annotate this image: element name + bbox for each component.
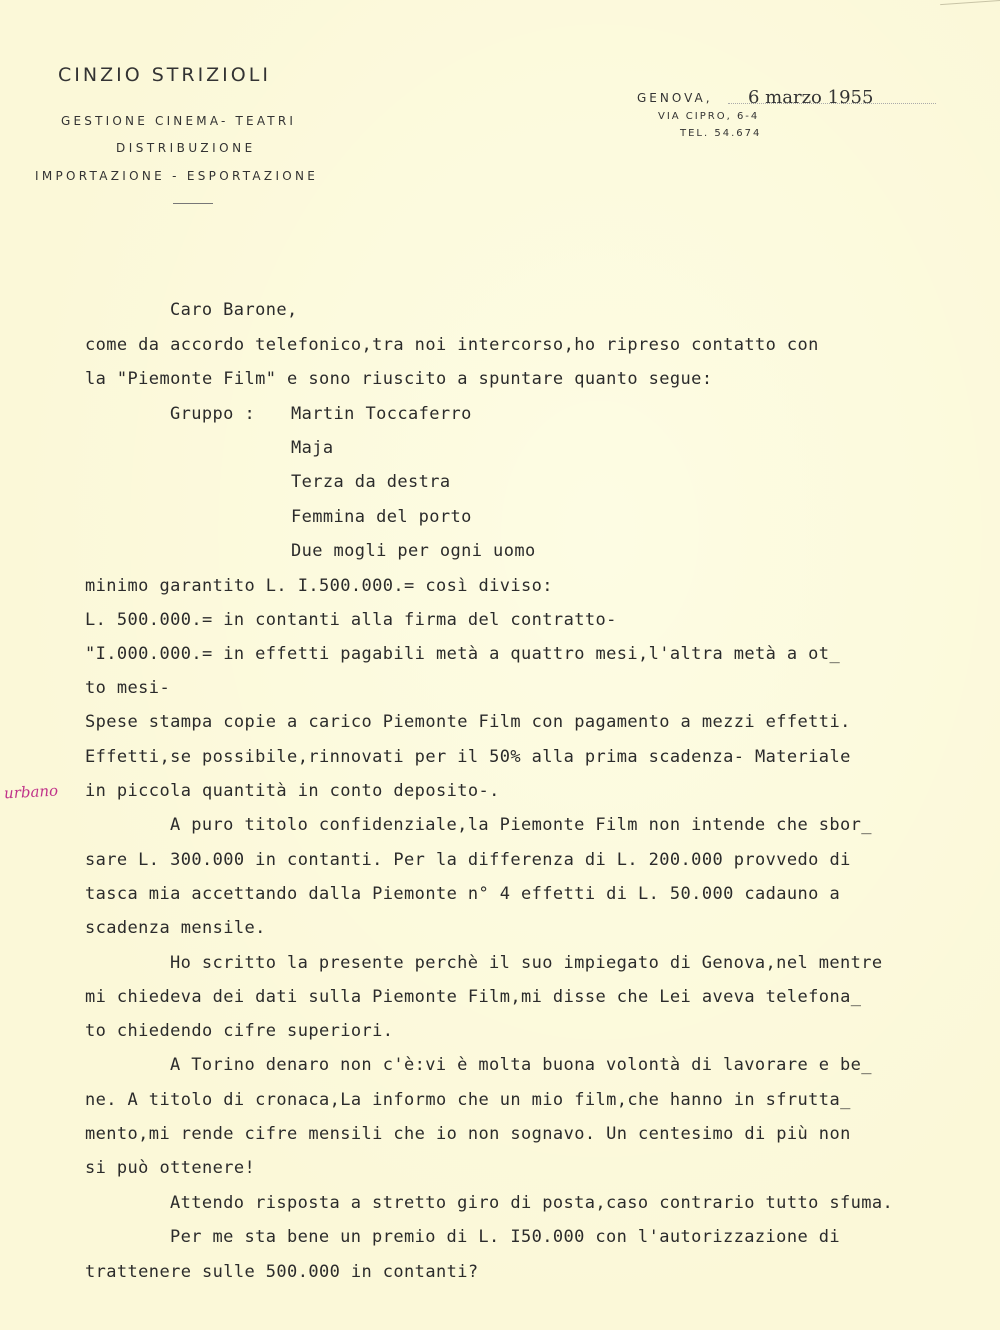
body-line: mento,mi rende cifre mensili che io non sognavo. Un centesimo di più non — [85, 1124, 851, 1144]
salutation: Caro Barone, — [170, 300, 298, 320]
city: GENOVA, — [637, 91, 713, 105]
letterhead-activity-3: IMPORTAZIONE - ESPORTAZIONE — [35, 169, 319, 183]
letterhead-activity-2: DISTRIBUZIONE — [116, 141, 256, 155]
body-line: L. 500.000.= in contanti alla firma del contratto- — [85, 610, 617, 630]
body-line: minimo garantito L. I.500.000.= così diviso: — [85, 576, 553, 596]
film-title: Martin Toccaferro — [291, 404, 472, 424]
body-line: Ho scritto la presente perchè il suo impiegato di Genova,nel mentre — [170, 953, 883, 973]
body-line: to mesi- — [85, 678, 171, 698]
handwritten-annotation: urbano — [3, 781, 59, 803]
body-line: Attendo risposta a stretto giro di posta,caso contrario tutto sfuma. — [170, 1193, 894, 1213]
body-line: scadenza mensile. — [85, 918, 266, 938]
film-title: Due mogli per ogni uomo — [291, 541, 536, 561]
body-line: A Torino denaro non c'è:vi è molta buona volontà di lavorare e be_ — [170, 1055, 872, 1075]
page-corner-fold — [940, 0, 1000, 11]
body-line: in piccola quantità in conto deposito-. — [85, 781, 500, 801]
address: VIA CIPRO, 6-4 — [658, 111, 760, 122]
company-name: CINZIO STRIZIOLI — [58, 64, 271, 86]
body-line: Spese stampa copie a carico Piemonte Film con pagamento a mezzi effetti. — [85, 712, 851, 732]
body-line: to chiedendo cifre superiori. — [85, 1021, 394, 1041]
body-line: mi chiedeva dei dati sulla Piemonte Film,mi disse che Lei aveva telefona_ — [85, 987, 862, 1007]
body-line: si può ottenere! — [85, 1158, 256, 1178]
body-line: tasca mia accettando dalla Piemonte n° 4 effetti di L. 50.000 cadauno a — [85, 884, 841, 904]
letterhead-divider — [173, 203, 213, 204]
body-line: ne. A titolo di cronaca,La informo che un mio film,che hanno in sfrutta_ — [85, 1090, 851, 1110]
body-line: Per me sta bene un premio di L. I50.000 con l'autorizzazione di — [170, 1227, 840, 1247]
body-line: A puro titolo confidenziale,la Piemonte Film non intende che sbor_ — [170, 815, 872, 835]
film-title: Femmina del porto — [291, 507, 472, 527]
body-line: la "Piemonte Film" e sono riuscito a spuntare quanto segue: — [85, 369, 713, 389]
body-line: Effetti,se possibile,rinnovati per il 50% alla prima scadenza- Materiale — [85, 747, 851, 767]
body-line: come da accordo telefonico,tra noi intercorso,ho ripreso contatto con — [85, 335, 819, 355]
film-title: Terza da destra — [291, 472, 451, 492]
film-title: Maja — [291, 438, 334, 458]
body-line: "I.000.000.= in effetti pagabili metà a quattro mesi,l'altra metà a ot_ — [85, 644, 841, 664]
telephone: TEL. 54.674 — [680, 128, 762, 139]
letterhead-activity-1: GESTIONE CINEMA- TEATRI — [61, 114, 297, 128]
body-line: trattenere sulle 500.000 in contanti? — [85, 1262, 479, 1282]
letter-date: 6 marzo 1955 — [748, 87, 874, 108]
group-label: Gruppo : — [170, 404, 256, 424]
body-line: sare L. 300.000 in contanti. Per la differenza di L. 200.000 provvedo di — [85, 850, 851, 870]
